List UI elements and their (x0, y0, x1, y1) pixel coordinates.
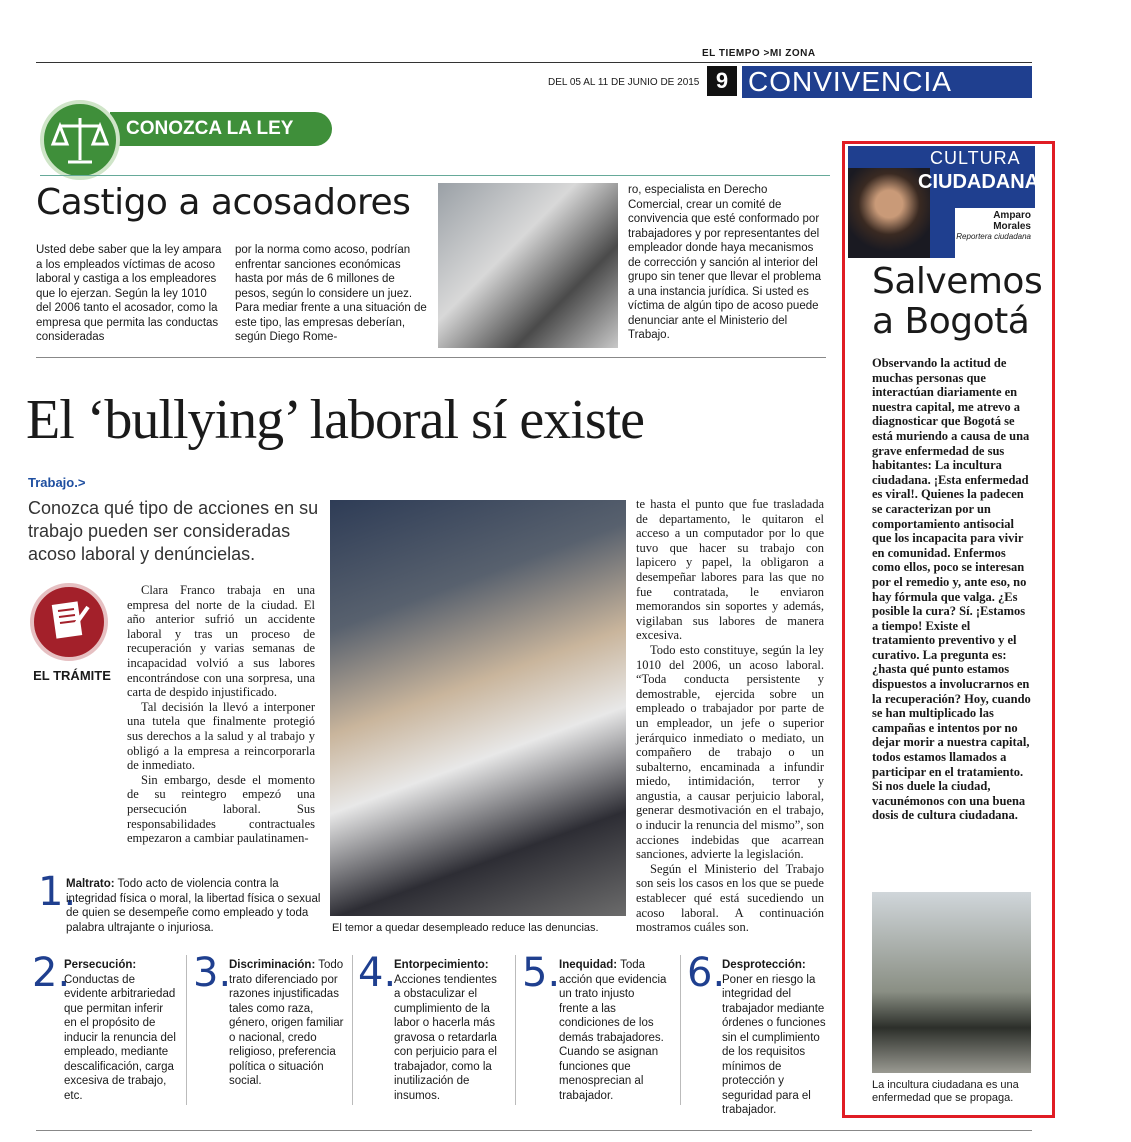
item-number: 6. (687, 950, 726, 996)
article-headline: El ‘bullying’ laboral sí existe (26, 389, 645, 451)
law-banner: CONOZCA LA LEY (110, 112, 332, 146)
body-paragraph: Sin embargo, desde el momento de su reintegro empezó una persecución laboral. Sus responsabilidades contractuales empezaron a cambiar paulatinamen- (127, 772, 315, 846)
body-paragraph: Según el Ministerio del Trabajo son seis los casos en los que se puede establecer qué está sucediendo un acoso laboral. A continuación mostramos cuáles son. (636, 861, 824, 935)
section-title: CONVIVENCIA (742, 66, 1032, 98)
item-text: Todo acto de violencia contra la integridad física o moral, la libertad física o sexual de quien se desempeñe como empleado y toda palabra ultrajante o injuriosa. (66, 878, 321, 934)
item-title: Entorpecimiento: (394, 959, 489, 971)
law-divider (40, 175, 830, 176)
item-number: 5. (522, 950, 561, 996)
item-text: Acciones tendientes a obstaculizar el cumplimiento de la labor o hacerla más gravosa o retardarla con perjuicio para el trabajador, como la inutilización de insumos. (394, 973, 497, 1102)
author-byline (955, 208, 1035, 258)
list-item (394, 958, 504, 1103)
author-name: Amparo Morales (993, 210, 1031, 232)
page-number: 9 (707, 66, 737, 96)
item-text: Todo trato diferenciado por razones injustificadas tales como raza, género, origen familiar o nacional, credo religioso, preferencia política o situación social. (229, 959, 344, 1087)
tramite-label: EL TRÁMITE (33, 668, 111, 683)
body-paragraph: te hasta el punto que fue trasladada de departamento, le quitaron el acceso a un computador por lo que tuvo que hacer su trabajo con lapicero y papel, la obligaron a desempeñar labores para las que no fue contratada, le enviaron memorandos sin soportes y además, vigilaban sus labores de manera excesiva. (636, 497, 824, 643)
item-number: 4. (358, 950, 397, 996)
list-item (722, 958, 828, 1118)
item-text: Conductas de evidente arbitrariedad que permitan inferir en el propósito de inducir la renuncia del empleado, mediante descalificación, carga excesiva de trabajo, etc. (64, 973, 176, 1102)
column-photo-caption: La incultura ciudadana es una enfermedad que se propaga. (872, 1079, 1019, 1104)
column-title: Salvemos a Bogotá (872, 261, 1043, 342)
article-deck: Conozca qué tipo de acciones en su trabajo pueden ser consideradas acoso laboral y denúncielas. (28, 498, 319, 564)
item-number: 2. (32, 950, 71, 996)
photo-caption: El temor a quedar desempleado reduce las denuncias. (332, 922, 599, 934)
item-divider (352, 955, 353, 1105)
author-role: Reportera ciudadana (956, 232, 1031, 241)
issue-date: DEL 05 AL 11 DE JUNIO DE 2015 (548, 77, 700, 88)
item-text: Poner en riesgo la integridad del trabajador mediante órdenes o funciones sin el cumplimiento de los requisitos mínimos de protección y seguridad para el trabajador. (722, 973, 826, 1116)
list-item (229, 958, 345, 1089)
scales-icon (40, 100, 120, 180)
item-title: Persecución: (64, 959, 137, 971)
article-kicker: Trabajo.> (28, 475, 86, 490)
office-photo (438, 183, 618, 348)
list-item (64, 958, 178, 1103)
column-body: Observando la actitud de muchas personas que interactúan diariamente en nuestra capital, me atrevo a diagnosticar que Bogotá se está muriendo a causa de una grave enfermedad de sus habitantes: La incultura ciudadana. ¡Esta enfermedad es viral!. Quienes la padecen se caracterizan por un comportamiento antisocial que los incapacita para vivir en comunidad. Enfermos como ellos, poco se interesan por el remedio y, ante eso, no hay fórmula que valga. ¿Es posible la cura? Sí. ¡Estamos a tiempo! Existe el tratamiento preventivo y el curativo. La pregunta es: ¿hasta qué punto estamos dispuestos a involucrarnos en la recuperación? Hoy, cuando se han multiplicado las campañas e intentos por no dejar morir a nuestra capital, todos estamos llamados a participar en el tratamiento. Si nos duele la ciudad, vacunémonos con una buena dosis de cultura ciudadana. (872, 356, 1031, 823)
list-item (66, 877, 328, 935)
item-divider (186, 955, 187, 1105)
item-number: 1. (38, 869, 77, 915)
article-body-left (127, 583, 315, 846)
street-photo (872, 892, 1031, 1073)
office-worker-photo (330, 500, 626, 916)
item-text: Toda acción que evidencia un trato injusto frente a las condiciones de los demás trabajadores. Cuando se asignan funciones que menosprecian al trabajador. (559, 959, 667, 1102)
column-label-2: CIUDADANA (918, 171, 1040, 193)
item-title: Discriminación: (229, 959, 316, 971)
item-divider (680, 955, 681, 1105)
castigo-col-1: Usted debe saber que la ley ampara a los empleados víctimas de acoso laboral y castiga a los empleadores que lo ejerzan. Según la ley 1010 del 2006 tanto el acosador, como la empresa que permita las conductas consideradas (36, 244, 222, 343)
item-title: Maltrato: (66, 878, 115, 890)
footer-rule (36, 1130, 1032, 1131)
castigo-title: Castigo a acosadores (36, 182, 411, 223)
item-title: Inequidad: (559, 959, 618, 971)
item-title: Desprotección: (722, 959, 806, 971)
item-number: 3. (193, 950, 232, 996)
castigo-col-2: por la norma como acoso, podrían enfrentar sanciones económicas hasta por más de 6 millones de pesos, según lo considere un juez. Para mediar frente a una situación de este tipo, las empresas deberían, según Diego Rome- (235, 244, 427, 343)
item-divider (515, 955, 516, 1105)
body-paragraph: Clara Franco trabaja en una empresa del norte de la ciudad. El año anterior sufrió un accidente laboral y tras un proceso de recuperación y varias semanas de incapacidad volvió a sus labores encontrándose con una sorpresa, una carta de despido injustificado. (127, 583, 315, 700)
list-item (559, 958, 667, 1103)
section-divider (36, 357, 826, 358)
body-paragraph: Tal decisión la llevó a interponer una tutela que finalmente protegió sus derechos a la salud y al trabajo y obligó a la empresa a reincorporarla de inmediato. (127, 699, 315, 773)
article-body-right (636, 497, 824, 935)
castigo-col-3: ro, especialista en Derecho Comercial, crear un comité de convivencia que esté conformado por trabajadores y por representantes del empleador donde haya mecanismos de corrección y sanción al interior del grupo sin tener que llevar el problema a una instancia jurídica. Si usted es víctima de algún tipo de acoso puede denunciar ante el Ministerio del Trabajo. (628, 184, 822, 341)
document-pen-icon (30, 583, 108, 661)
body-paragraph: Todo esto constituye, según la ley 1010 del 2006, un acoso laboral. “Toda conducta persistente y demostrable, ejercida sobre un empleado o trabajador por parte de un empleador, un jefe o superior jerárquico inmediato o mediato, un compañero de trabajo o un subalterno, encaminada a infundir miedo, intimidación, terror y angustia, a causar perjuicio laboral, generar desmotivación en el trabajo, o inducir la renuncia del mismo”, son acciones indebidas que acarrean sanciones, advierte la legislación. (636, 642, 824, 862)
column-label-1: CULTURA (930, 148, 1021, 168)
brand-label: EL TIEMPO >MI ZONA (702, 48, 816, 59)
header-rule (36, 62, 1032, 63)
